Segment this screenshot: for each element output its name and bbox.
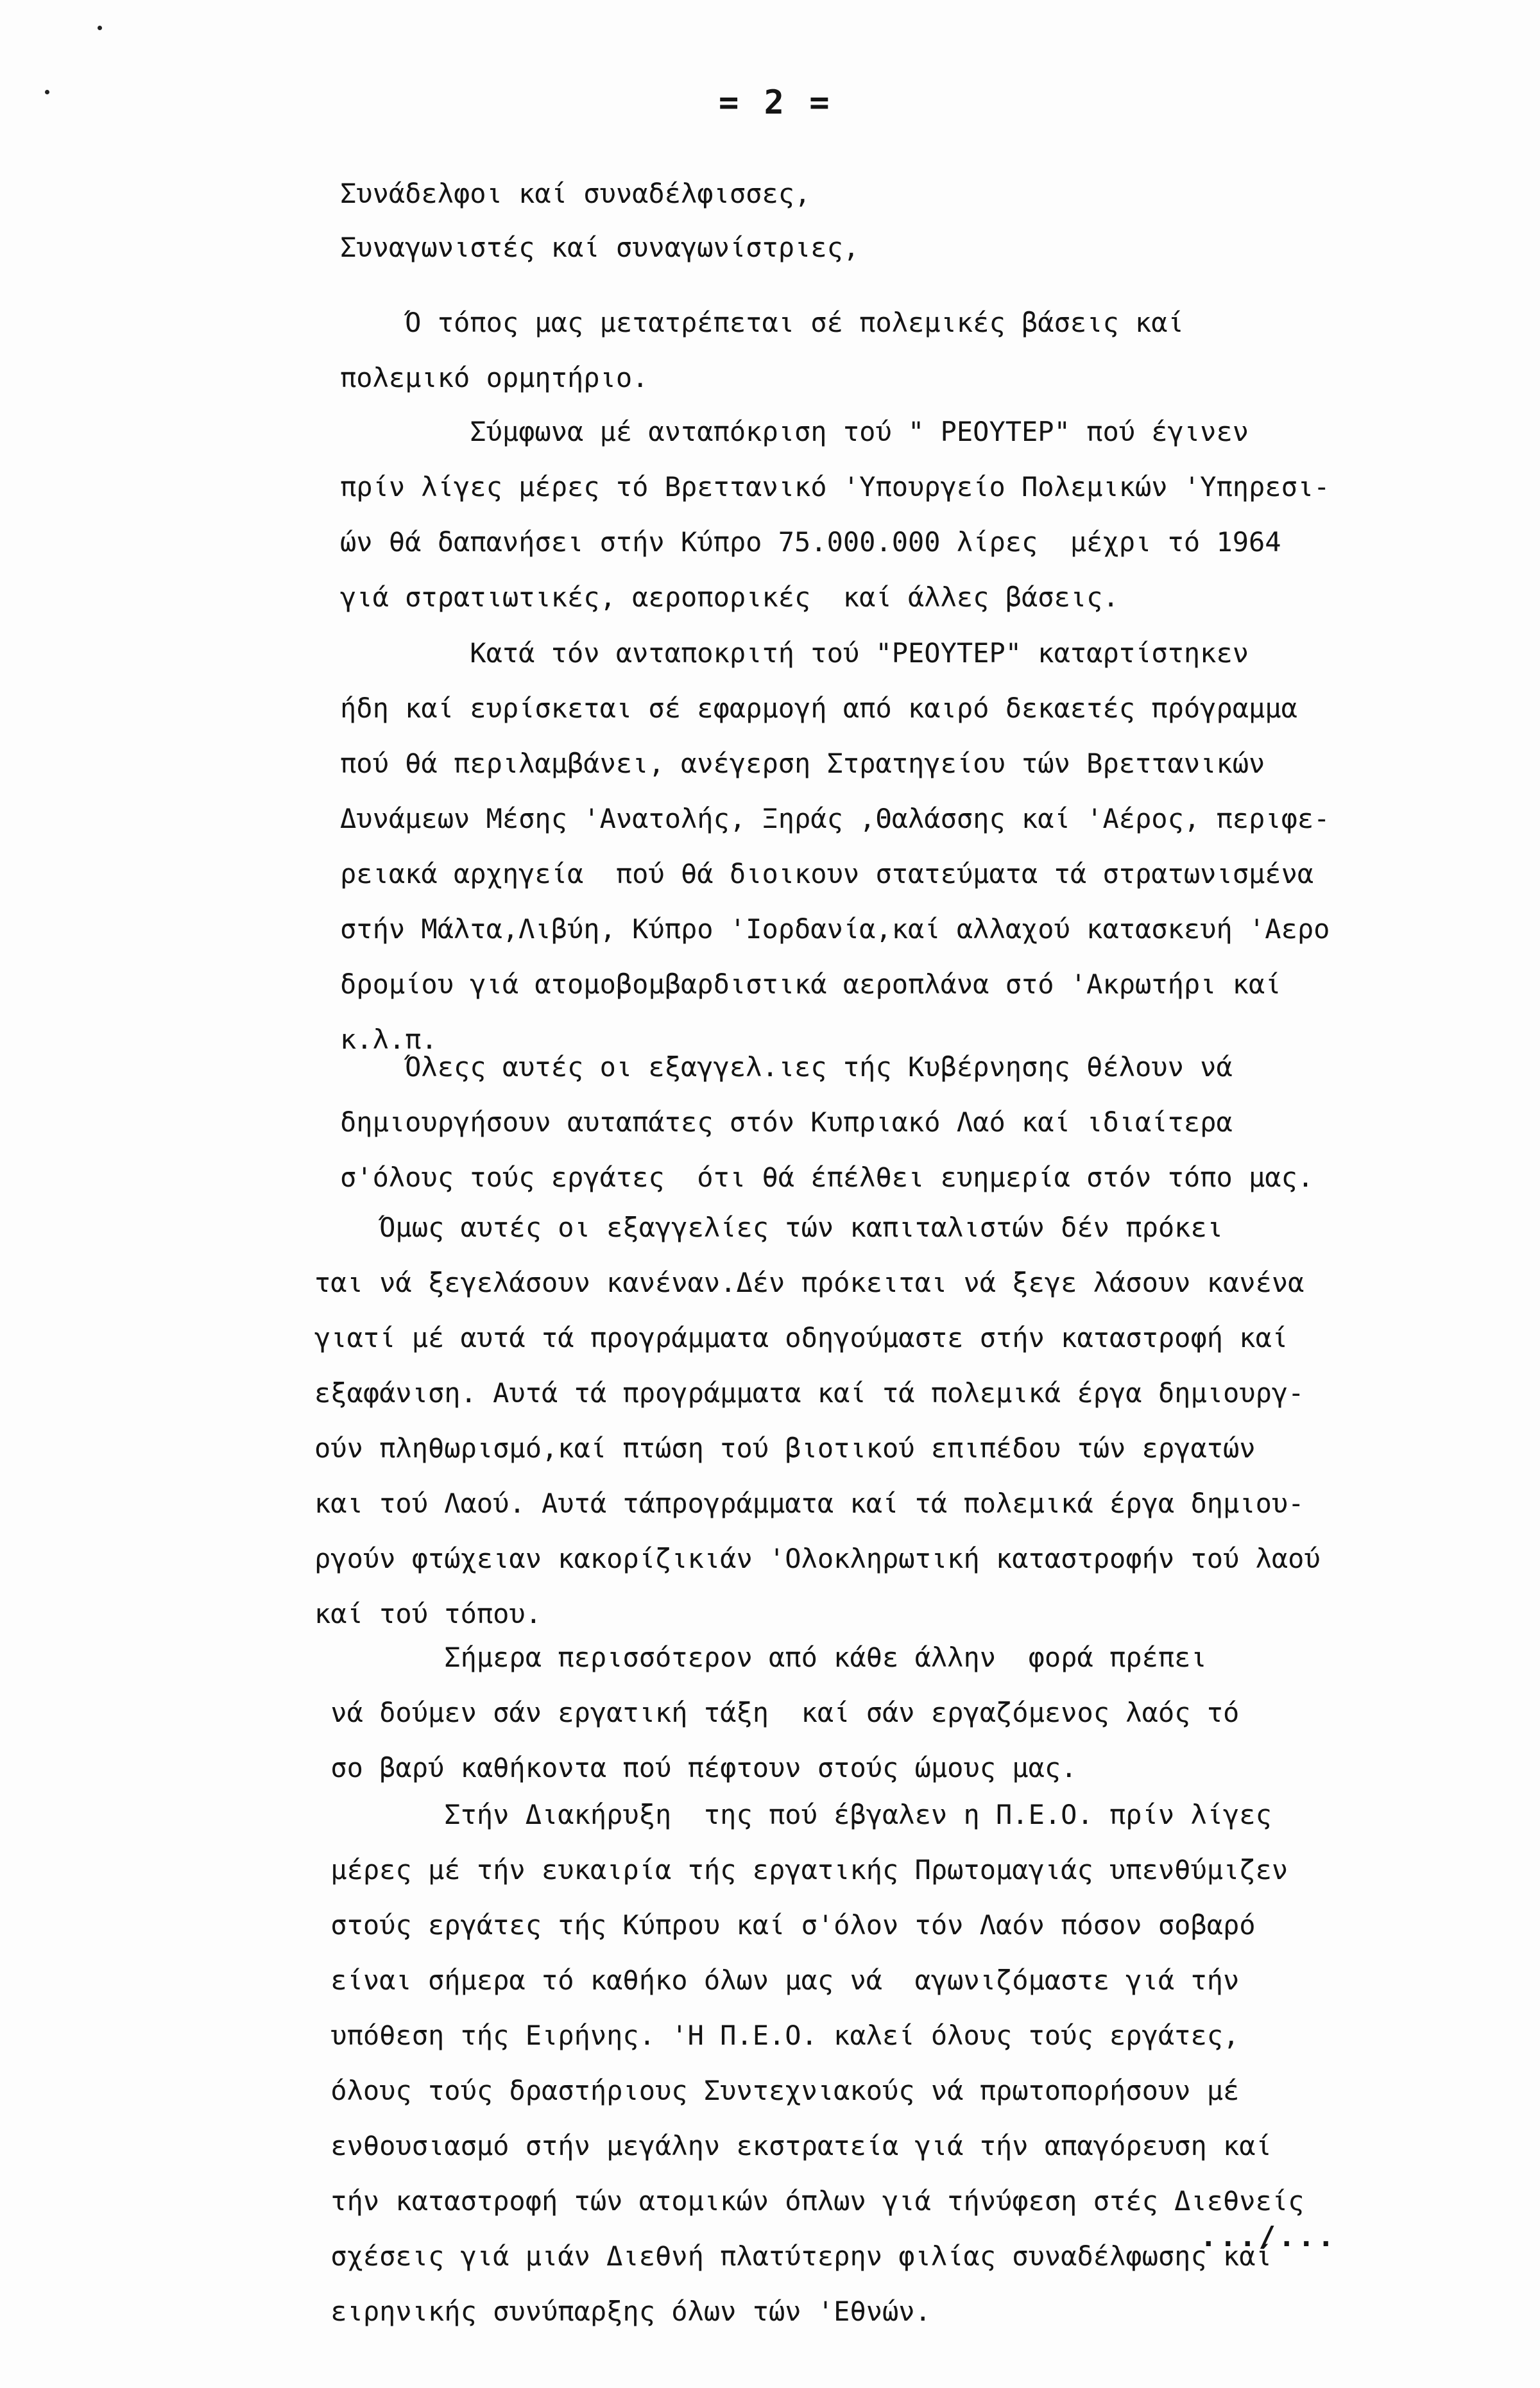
paragraph: Ό τόπος μας μετατρέπεται σέ πολεμικές βάσεις καί πολεμικό ορμητήριο. bbox=[340, 307, 1184, 393]
page-number: = 2 = bbox=[719, 83, 832, 122]
paragraph: Κατά τόν ανταποκριτή τού "ΡΕΟΥΤΕΡ" καταρτίστηκεν ήδη καί ευρίσκεται σέ εφαρμογή από καιρό δεκαετές πρόγραμμα πού θά περιλαμβάνει, ανέγερση Στρατηγείου τών Βρεττανικών Δυνάμεων Μέσης 'Ανατολής, Ξηράς ,Θαλάσσης καί 'Αέρος, περιφε- ρειακά αρχηγεία πού θά διοικουν στατεύματα τά στρατωνισμένα στήν Μάλτα,Λιβύη, Κύπρο 'Ιορδανία,καί αλλαχού κατασκευή 'Αερο δρομίου γιά ατομοβομβαρδιστικά αεροπλάνα στό 'Ακρωτήρι καί κ.λ.π. bbox=[340, 637, 1330, 1055]
paragraph: Στήν Διακήρυξη της πού έβγαλεν η Π.Ε.Ο. πρίν λίγες μέρες μέ τήν ευκαιρία τής εργατικής Πρωτομαγιάς υπενθύμιζεν στούς εργάτες τής Κύπρου καί σ'όλον τόν Λαόν πόσον σοβαρό είναι σήμερα τό καθήκο όλων μας νά αγωνιζόμαστε γιά τήν υπόθεση τής Ειρήνης. 'Η Π.Ε.Ο. καλεί όλους τούς εργάτες, όλους τούς δραστήριους Συντεχνιακούς νά πρωτοπορήσουν μέ ενθουσιασμό στήν μεγάλην εκστρατεία γιά τήν απαγόρευση καί τήν καταστροφή τών ατομικών όπλων γιά τήνύφεση στές Διεθνείς σχέσεις γιά μιάν Διεθνή πλατύτερην φιλίας συναδέλφωσης καί ειρηνικής συνύπαρξης όλων τών 'Εθνών. bbox=[330, 1799, 1305, 2327]
salutation-line: Συναγωνιστές καί συναγωνίστριες, bbox=[340, 232, 860, 263]
paragraph: Όμως αυτές οι εξαγγελίες τών καπιταλιστών δέν πρόκει ται νά ξεγελάσουν κανέναν.Δέν πρόκειται νά ξεγε λάσουν κανένα γιατί μέ αυτά τά προγράμματα οδηγούμαστε στήν καταστροφή καί εξαφάνιση. Αυτά τά προγράμματα καί τά πολεμικά έργα δημιουργ- ούν πληθωρισμό,καί πτώση τού βιοτικού επιπέδου τών εργατών και τού Λαού. Αυτά τάπρογράμματα καί τά πολεμικά έργα δημιου- ργούν φτώχειαν κακορίζικιάν 'Ολοκληρωτική καταστροφήν τού λαού καί τού τόπου. bbox=[314, 1212, 1321, 1629]
paragraph: Όλεςς αυτές οι εξαγγελ.ιες τής Κυβέρνησης θέλουν νά δημιουργήσουν αυταπάτες στόν Κυπριακό Λαό καί ιδιαίτερα σ'όλους τούς εργάτες ότι θά έπέλθει ευημερία στόν τόπο μας. bbox=[340, 1051, 1314, 1193]
paragraph: Σύμφωνα μέ ανταπόκριση τού " ΡΕΟΥΤΕΡ" πού έγινεν πρίν λίγες μέρες τό Βρεττανικό 'Υπουργείο Πολεμικών 'Υπηρεσι- ών θά δαπανήσει στήν Κύπρο 75.000.000 λίρες μέχρι τό 1964 γιά στρατιωτικές, αεροπορικές καί άλλες βάσεις. bbox=[340, 416, 1330, 613]
paragraph: Σήμερα περισσότερον από κάθε άλλην φορά πρέπει νά δούμεν σάν εργατική τάξη καί σάν εργαζόμενος λαός τό σο βαρύ καθήκοντα πού πέφτουν στούς ώμους μας. bbox=[330, 1642, 1240, 1783]
scan-mark bbox=[98, 26, 102, 30]
salutation bbox=[340, 167, 859, 275]
continuation-mark: .../... bbox=[1200, 2220, 1337, 2253]
salutation-line: Συνάδελφοι καί συναδέλφισσες, bbox=[340, 178, 811, 209]
scan-mark bbox=[45, 90, 49, 94]
